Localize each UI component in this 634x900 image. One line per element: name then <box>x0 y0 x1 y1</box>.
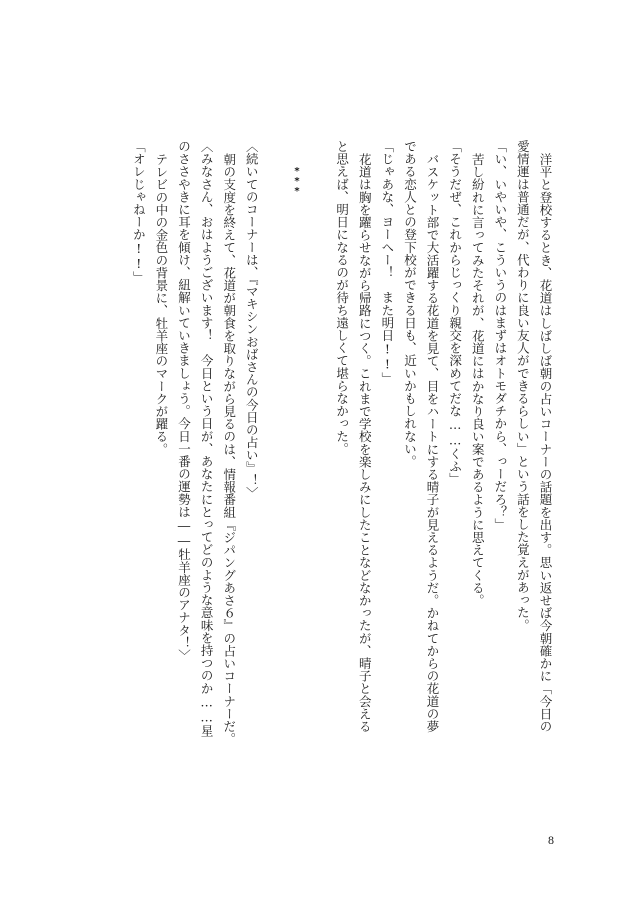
text-line: である恋人との登下校ができる日も、近いかもしれない。 <box>402 140 418 468</box>
text-line: テレビの中の金色の背景に、牡羊座のマークが躍る。 <box>153 152 169 455</box>
text-line: 「オレじゃねーか!!」 <box>131 140 147 284</box>
text-line: 朝の支度を終えて、花道が朝食を取りながら見るのは、情報番組『ジパングあさ６』の占いコーナーだ。 <box>221 152 237 745</box>
text-line: と思えば、明日になるのが待ち遠しくて堪らなかった。 <box>334 140 350 455</box>
text-line: 愛情運は普通だが、代わりに良い友人ができるらしい」という話をした覚えがあった。 <box>515 140 531 632</box>
scene-break: *** <box>291 166 303 196</box>
text-line: 〈続いてのコーナーは、『マキシンおばさんの今日の占い』！〉 <box>244 140 260 500</box>
text-line: 「そうだぜ、これからじっくり親交を深めてだな……くふ」 <box>447 140 463 486</box>
text-line: 花道は胸を躍らせながら帰路につく。これまで学校を楽しみにしたことなどなかったが、晴子と会える <box>357 152 373 733</box>
text-line: 苦し紛れに言ってみたそれが、花道にはかなり良い案であるように思えてくる。 <box>470 152 486 607</box>
page-number: 8 <box>548 833 554 847</box>
text-line: 「い、いやいや、こういうのはまずはオトモダチから、っーだろ？」 <box>492 140 508 531</box>
text-line: バスケット部で大活躍する花道を見て、目をハートにする晴子が見えるようだ。かねてからの花道の夢 <box>425 152 441 733</box>
text-line: 洋平と登校するとき、花道はしばしば朝の占いコーナーの話題を出す。思い返せば今朝確かに「今日の <box>538 152 553 733</box>
blank-line <box>307 140 330 790</box>
text-line: 「じゃあな、ヨーへー！ また明日!!」 <box>379 140 395 385</box>
text-line: 〈みなさん、おはようございます！ 今日という日が、あなたにとってどのような意味を持つのか……星 <box>199 140 215 738</box>
text-line: のささやきに耳を傾け、紐解いていきましょう。今日一番の運勢は――牡羊座のアナタ！〉 <box>176 140 192 662</box>
body-text <box>127 140 556 790</box>
blank-line <box>262 140 285 790</box>
